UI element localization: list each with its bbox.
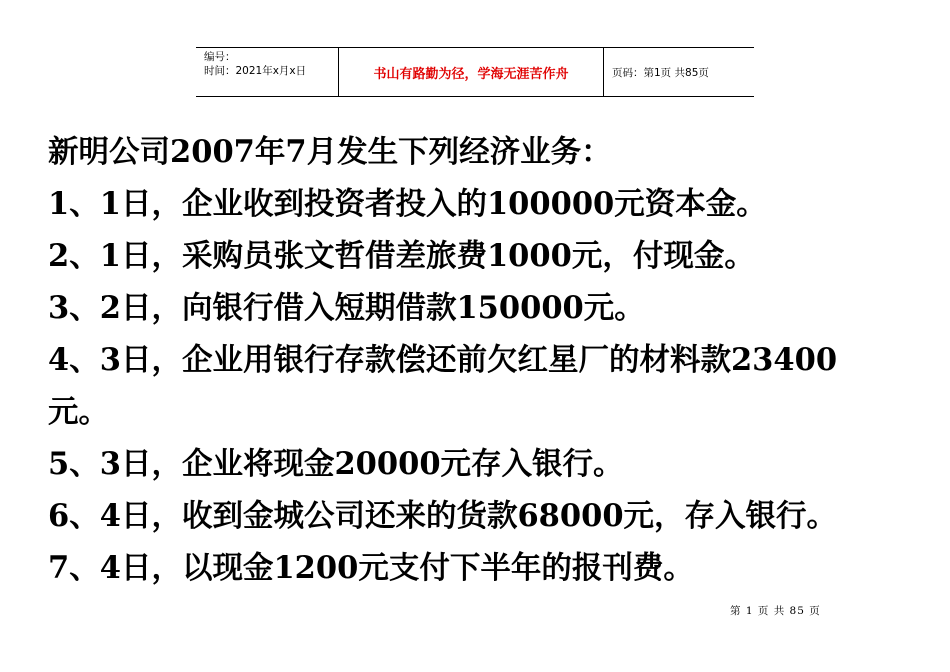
header-page-code: 页码：第1页 共85页 [612, 66, 709, 79]
intro-line: 新明公司2007年7月发生下列经济业务： [48, 134, 612, 170]
list-item: 7、4日，以现金1200元支付下半年的报刊费。 [48, 550, 694, 586]
list-item: 4、3日，企业用银行存款偿还前欠红星厂的材料款23400 [48, 342, 838, 378]
list-item: 3、2日，向银行借入短期借款150000元。 [48, 290, 645, 326]
header-motto: 书山有路勤为径，学海无涯苦作舟 [338, 48, 604, 96]
list-item: 2、1日，采购员张文哲借差旅费1000元，付现金。 [48, 238, 755, 274]
number-label: 编号： [204, 51, 236, 63]
header-meta [196, 48, 338, 96]
list-item: 5、3日，企业将现金20000元存入银行。 [48, 446, 624, 482]
business-transactions-list [48, 126, 910, 594]
list-item-continuation: 元。 [48, 394, 109, 430]
page-footer: 第 1 页 共 85 页 [730, 605, 821, 617]
document-header [196, 47, 754, 97]
time-label: 时间：2021年x月x日 [204, 65, 307, 77]
list-item: 1、1日，企业收到投资者投入的100000元资本金。 [48, 186, 767, 222]
list-item: 6、4日，收到金城公司还来的货款68000元，存入银行。 [48, 498, 838, 534]
